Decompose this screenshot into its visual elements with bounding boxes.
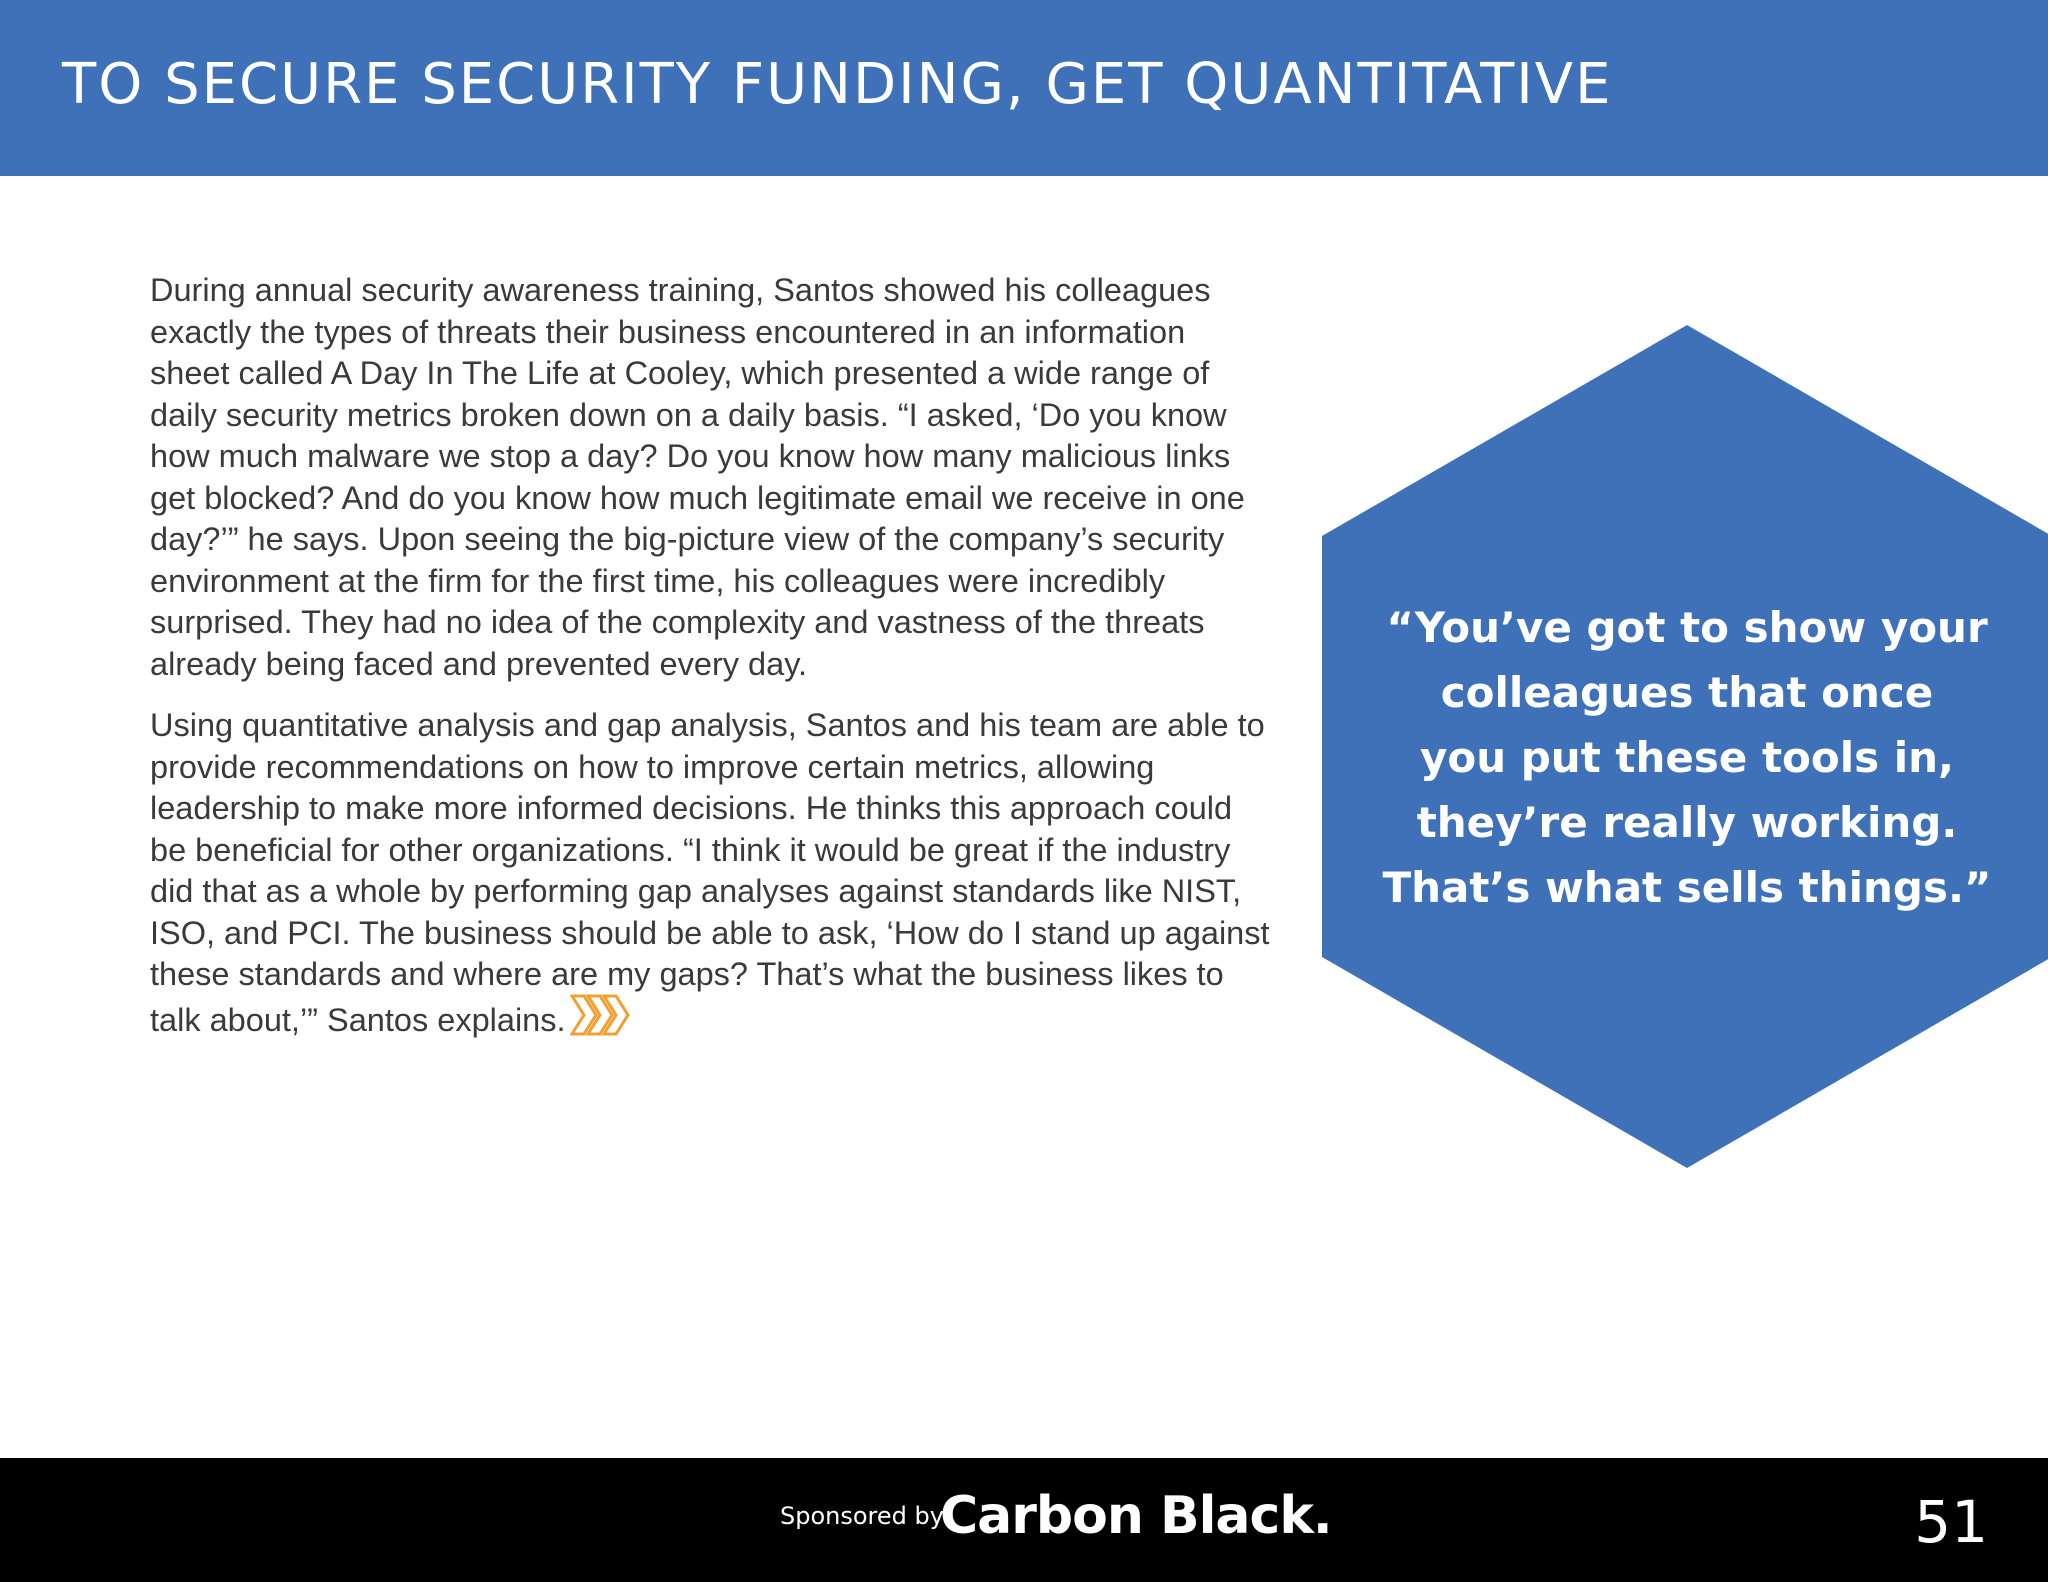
sponsored-by-label: Sponsored by	[780, 1502, 944, 1530]
page-title: TO SECURE SECURITY FUNDING, GET QUANTITATIVE	[62, 52, 1613, 117]
triple-chevron-right-icon	[570, 994, 632, 1047]
article-paragraph-2-text: Using quantitative analysis and gap analysis, Santos and his team are able to provide recommendations on how to improve certain metrics, allowing leadership to make more informed decisions. He thinks this approach could be beneficial for other organizations. “I think it would be great if the industry did that as a whole by performing gap analyses against standards like NIST, ISO, and PCI. The business should be able to ask, ‘How do I stand up against these standards and where are my gaps? That’s what the business likes to talk about,’” Santos explains.	[150, 707, 1270, 1038]
pull-quote: “You’ve got to show your colleagues that once you put these tools in, they’re really working. That’s what sells things.”	[1382, 603, 1992, 912]
header-band	[0, 0, 2048, 176]
article-paragraph-1-text: During annual security awareness training, Santos showed his colleagues exactly the types of threats their business encountered in an information sheet called A Day In The Life at Cooley, which presented a wide range of daily security metrics broken down on a daily basis. “I asked, ‘Do you know how much malware we stop a day? Do you know how many malicious links get blocked? And do you know how much legitimate email we receive in one day?’” he says. Upon seeing the big-picture view of the company’s security environment at the firm for the first time, his colleagues were incredibly surprised. They had no idea of the complexity and vastness of the threats already being faced and prevented every day.	[150, 272, 1245, 682]
sponsor-logo: Carbon Black.	[940, 1486, 1332, 1546]
page-number: 51	[1914, 1488, 1988, 1556]
article-body	[150, 270, 1270, 1068]
article-paragraph-2	[150, 705, 1270, 1048]
article-paragraph-1	[150, 270, 1270, 685]
